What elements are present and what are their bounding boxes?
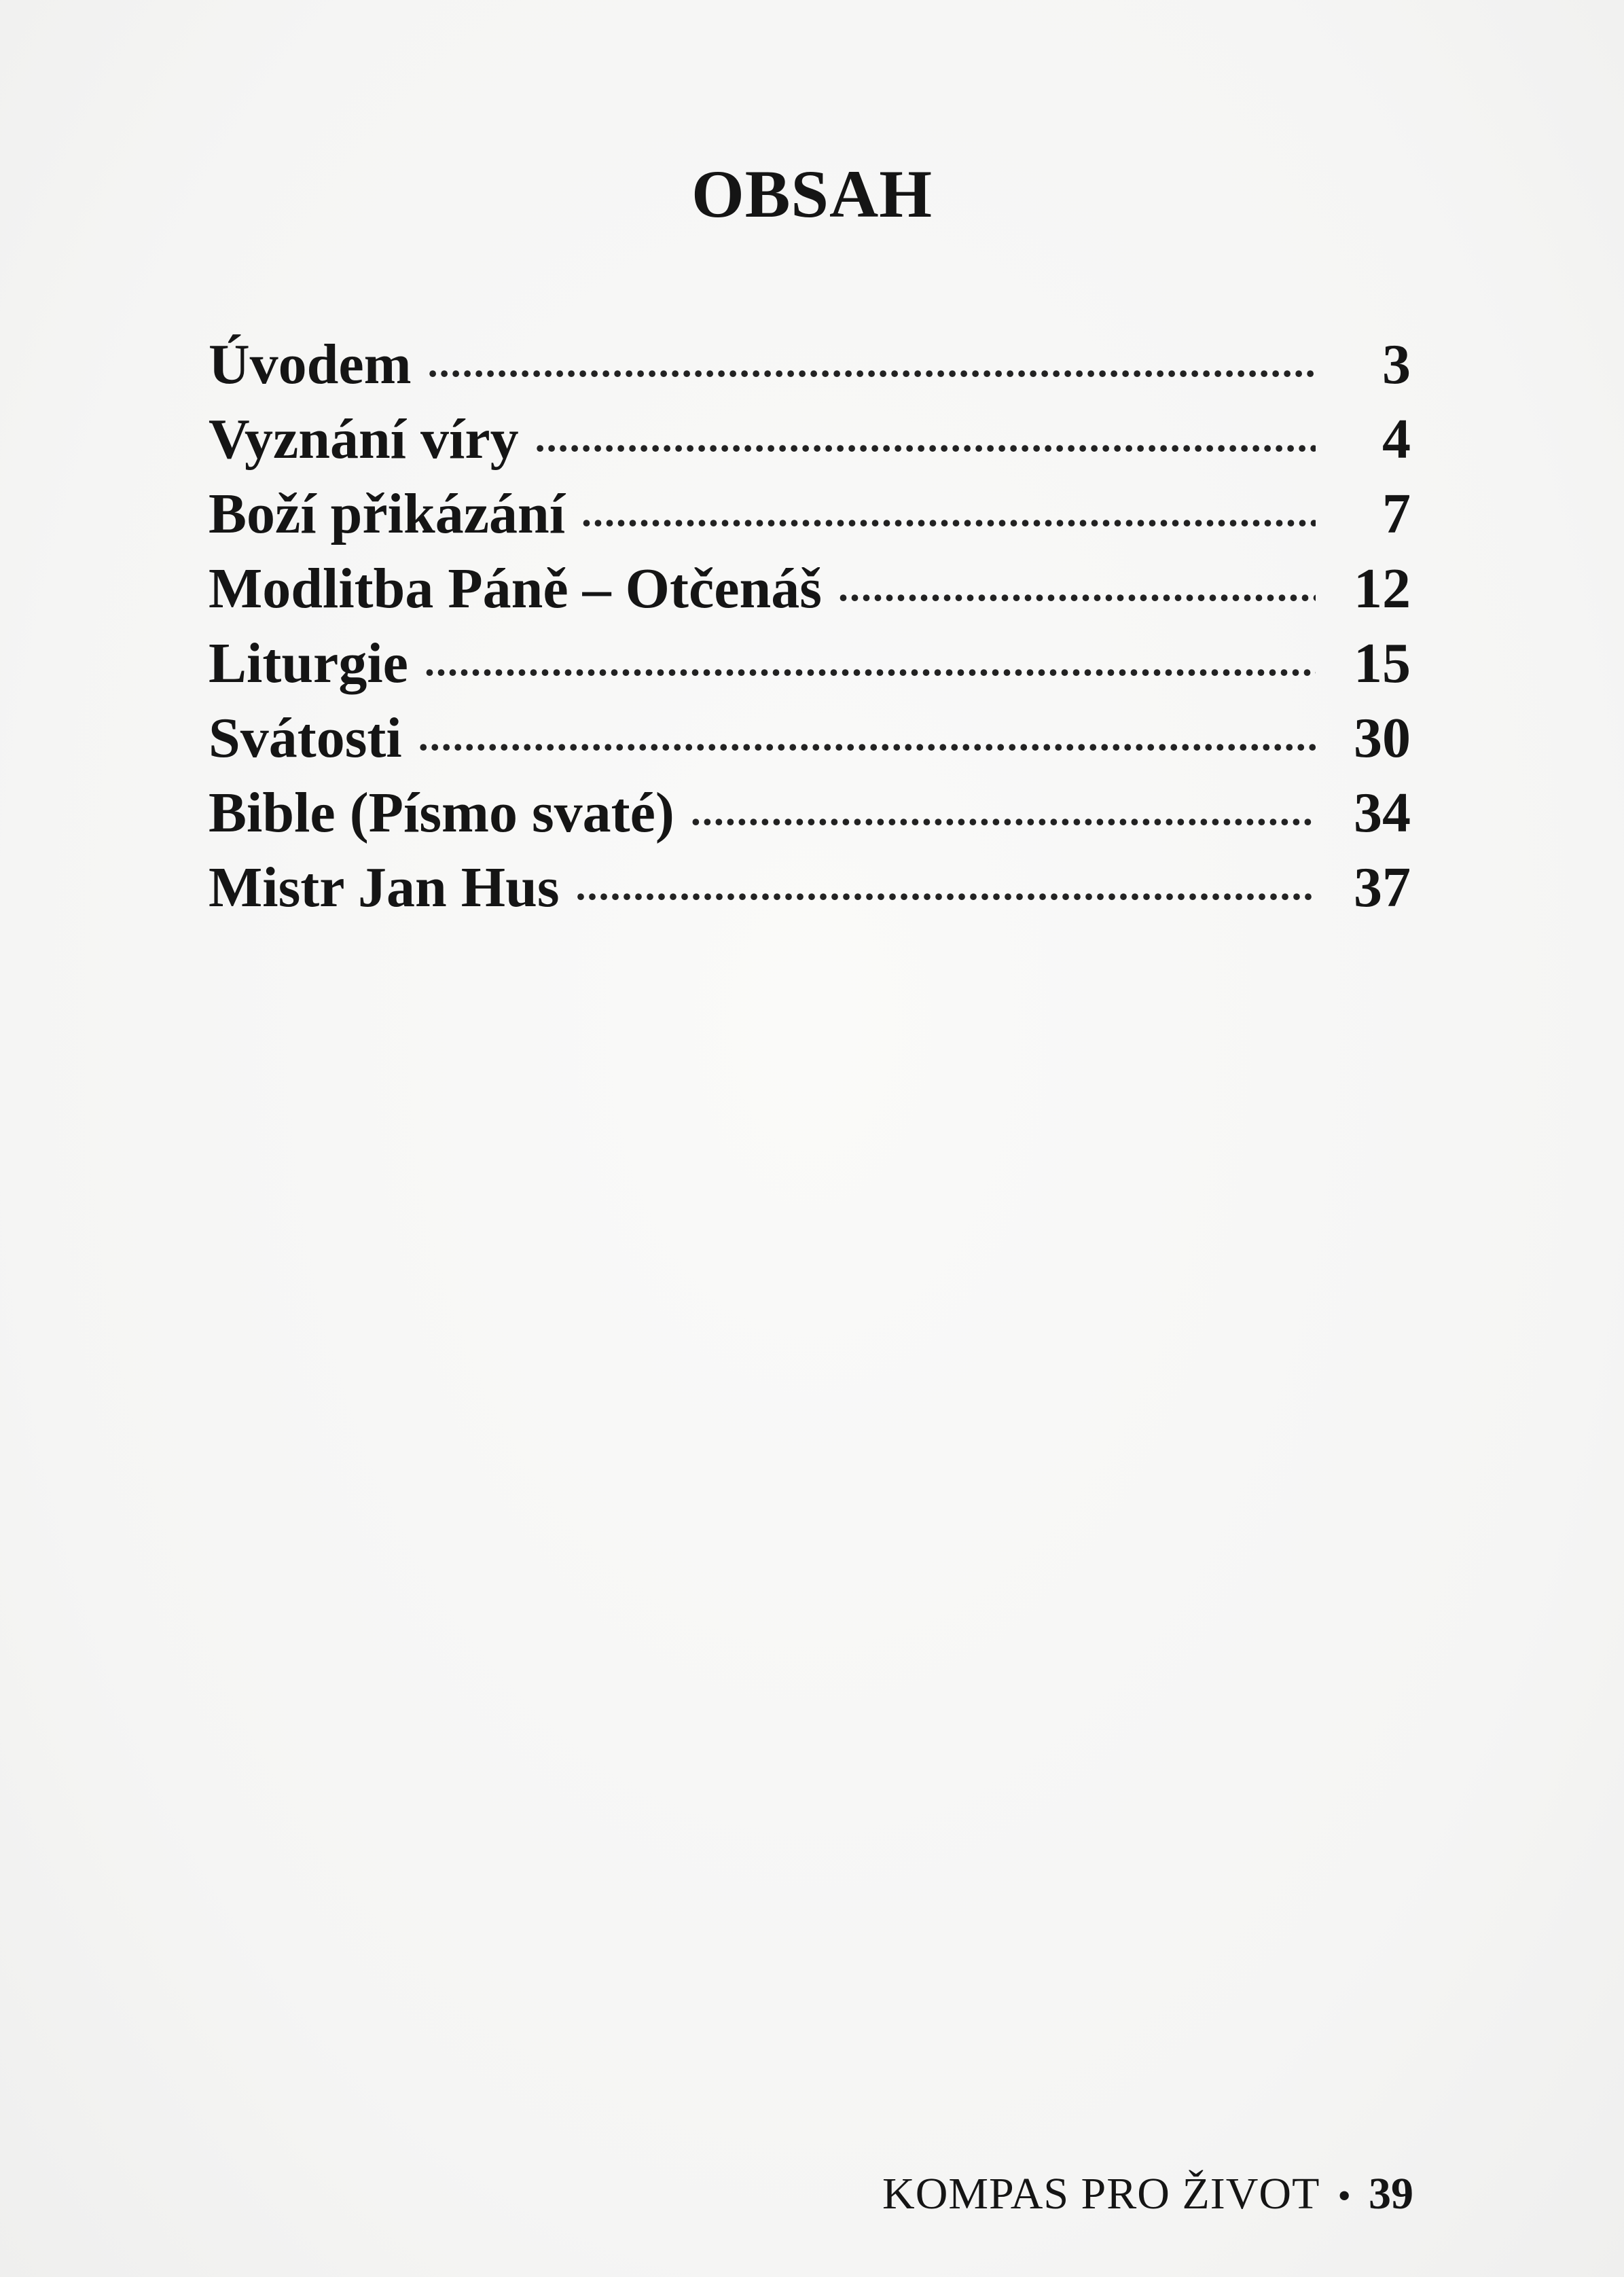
toc-entry-page: 12 xyxy=(1354,557,1411,620)
dot-leader xyxy=(691,791,1316,831)
bullet-separator: • xyxy=(1337,2175,1351,2217)
toc-entry-modlitba-pane[interactable] xyxy=(209,556,1411,630)
toc-entry-svatosti[interactable] xyxy=(209,705,1411,780)
dot-leader xyxy=(581,492,1316,533)
toc-entry-page: 3 xyxy=(1382,333,1411,396)
toc-entry-label: Mistr Jan Hus xyxy=(209,856,560,919)
dot-leader xyxy=(535,417,1316,458)
toc-entry-page: 4 xyxy=(1382,408,1411,471)
toc-entry-page: 15 xyxy=(1354,632,1411,695)
dot-leader xyxy=(428,342,1316,383)
dot-leader xyxy=(425,641,1316,682)
toc-entry-label: Liturgie xyxy=(209,632,408,695)
page-title: OBSAH xyxy=(691,156,933,232)
toc-entry-label: Bible (Písmo svaté) xyxy=(209,781,674,844)
toc-entry-page: 30 xyxy=(1354,706,1411,770)
toc-entry-vyznani-viry[interactable] xyxy=(209,406,1411,481)
toc-entry-label: Modlitba Páně – Otčenáš xyxy=(209,557,822,620)
table-of-contents xyxy=(209,331,1411,929)
page-footer xyxy=(882,2168,1413,2220)
toc-entry-label: Svátosti xyxy=(209,706,402,770)
toc-entry-mistr-jan-hus[interactable] xyxy=(209,855,1411,929)
toc-entry-label: Vyznání víry xyxy=(209,408,519,471)
toc-entry-uvodem[interactable] xyxy=(209,331,1411,406)
toc-entry-bozi-prikazani[interactable] xyxy=(209,481,1411,556)
toc-entry-bible[interactable] xyxy=(209,780,1411,855)
toc-entry-label: Boží přikázání xyxy=(209,482,566,545)
page-number: 39 xyxy=(1369,2169,1413,2219)
dot-leader xyxy=(418,716,1316,757)
dot-leader xyxy=(576,865,1316,906)
dot-leader xyxy=(838,567,1316,607)
toc-entry-liturgie[interactable] xyxy=(209,630,1411,705)
toc-entry-page: 37 xyxy=(1354,856,1411,919)
toc-entry-label: Úvodem xyxy=(209,333,412,396)
running-title: KOMPAS PRO ŽIVOT xyxy=(882,2169,1320,2219)
toc-entry-page: 34 xyxy=(1354,781,1411,844)
toc-entry-page: 7 xyxy=(1382,482,1411,545)
